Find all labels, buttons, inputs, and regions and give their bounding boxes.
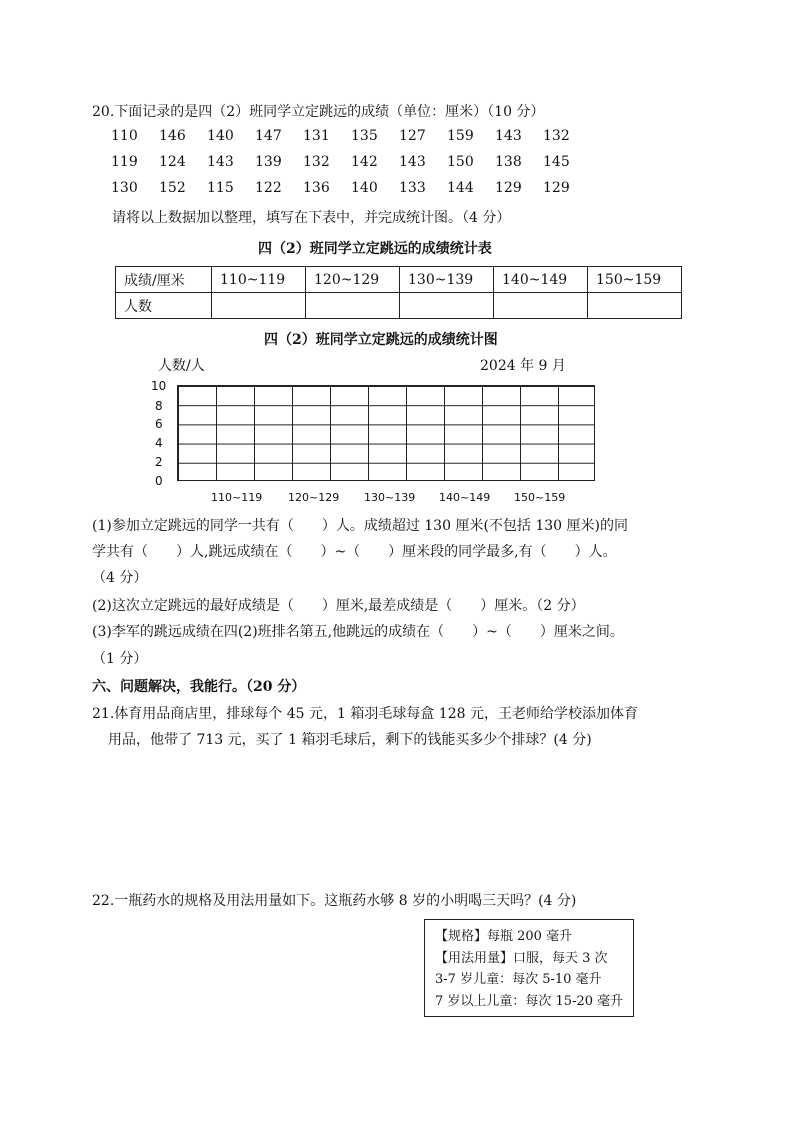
table-header-cell: 140~149 [494,267,588,293]
section-title: 六、问题解决，我能行。（20 分） [92,679,306,695]
table-row [116,267,682,293]
chart-grid[interactable] [177,385,595,481]
answer-cell[interactable] [588,293,682,319]
data-cell: 122 [255,180,282,196]
answer-cell[interactable] [494,293,588,319]
data-cell: 132 [543,128,570,144]
q20-sub3-line1: (3)李军的跳远成绩在四(2)班排名第五,他跳远的成绩在（ ）~（ ）厘米之间。 [92,624,624,640]
data-cell: 129 [495,180,522,196]
table-row [116,293,682,319]
answer-cell[interactable] [400,293,494,319]
x-tick-label: 140~149 [439,491,491,504]
data-cell: 140 [207,128,234,144]
data-row-3 [111,180,591,196]
score-table [115,266,682,319]
table-header-cell: 成绩/厘米 [116,267,212,293]
table-title: 四（2）班同学立定跳远的成绩统计表 [258,241,492,257]
y-tick-label: 8 [155,399,163,413]
medicine-spec: 【规格】每瓶 200 毫升 [435,929,573,944]
table-header-cell: 110~119 [212,267,306,293]
x-tick-label: 110~119 [211,491,263,504]
data-cell: 136 [303,180,330,196]
x-tick-label: 130~139 [364,491,416,504]
data-cell: 138 [495,154,522,170]
q20-sub1-line1: (1)参加立定跳远的同学一共有（ ）人。成绩超过 130 厘米(不包括 130 厘米)的同 [92,518,628,534]
y-tick-label: 6 [155,417,163,431]
data-cell: 144 [447,180,474,196]
data-cell: 135 [351,128,378,144]
x-tick-label: 120~129 [288,491,340,504]
data-cell: 131 [303,128,330,144]
data-cell: 147 [255,128,282,144]
table-header-cell: 150~159 [588,267,682,293]
q20-sub2: (2)这次立定跳远的最好成绩是（ ）厘米,最差成绩是（ ）厘米。（2 分） [92,598,585,614]
table-row-label: 人数 [116,293,212,319]
data-cell: 143 [207,154,234,170]
medicine-info-box [424,919,634,1017]
data-cell: 133 [399,180,426,196]
y-tick-label: 2 [155,455,163,469]
data-cell: 150 [447,154,474,170]
chart-date: 2024 年 9 月 [480,358,566,374]
data-cell: 127 [399,128,426,144]
data-cell: 115 [207,180,234,196]
data-cell: 132 [303,154,330,170]
data-row-1 [111,128,591,144]
q20-sub1-score: （4 分） [92,570,148,586]
data-cell: 124 [159,154,186,170]
data-cell: 159 [447,128,474,144]
answer-cell[interactable] [212,293,306,319]
data-cell: 110 [111,128,138,144]
data-cell: 119 [111,154,138,170]
y-tick-label: 10 [151,379,167,393]
medicine-dose-older: 7 岁以上儿童：每次 15-20 毫升 [435,993,624,1009]
table-header-cell: 120~129 [306,267,400,293]
answer-cell[interactable] [306,293,400,319]
table-header-cell: 130~139 [400,267,494,293]
q20-sub1-line2: 学共有（ ）人,跳远成绩在（ ）~（ ）厘米段的同学最多,有（ ）人。 [92,544,617,560]
data-cell: 129 [543,180,570,196]
data-cell: 140 [351,180,378,196]
q21-line2: 用品，他带了 713 元，买了 1 箱羽毛球后，剩下的钱能买多少个排球？(4 分) [108,732,592,748]
medicine-usage: 【用法用量】口服，每天 3 次 [435,950,608,966]
q21-line1: 21.体育用品商店里，排球每个 45 元，1 箱羽毛球每盒 128 元，王老师给学校添加体育 [92,706,638,722]
data-cell: 146 [159,128,186,144]
data-cell: 130 [111,180,138,196]
y-tick-label: 0 [155,474,163,488]
data-cell: 139 [255,154,282,170]
data-row-2 [111,154,591,170]
medicine-dose-young: 3-7 岁儿童：每次 5-10 毫升 [435,972,602,987]
q22-line1: 22.一瓶药水的规格及用法用量如下。这瓶药水够 8 岁的小明喝三天吗？(4 分) [92,893,577,909]
data-cell: 143 [399,154,426,170]
chart-ylabel: 人数/人 [158,358,205,374]
y-tick-label: 4 [155,436,163,450]
data-cell: 142 [351,154,378,170]
data-cell: 145 [543,154,570,170]
data-cell: 152 [159,180,186,196]
chart-title: 四（2）班同学立定跳远的成绩统计图 [264,332,498,348]
q20-title: 20.下面记录的是四（2）班同学立定跳远的成绩（单位：厘米）（10 分） [92,104,545,120]
data-cell: 143 [495,128,522,144]
q20-instruction: 请将以上数据加以整理，填写在下表中，并完成统计图。（4 分） [112,210,511,226]
q20-sub3-score: （1 分） [92,651,148,667]
x-tick-label: 150~159 [514,491,566,504]
